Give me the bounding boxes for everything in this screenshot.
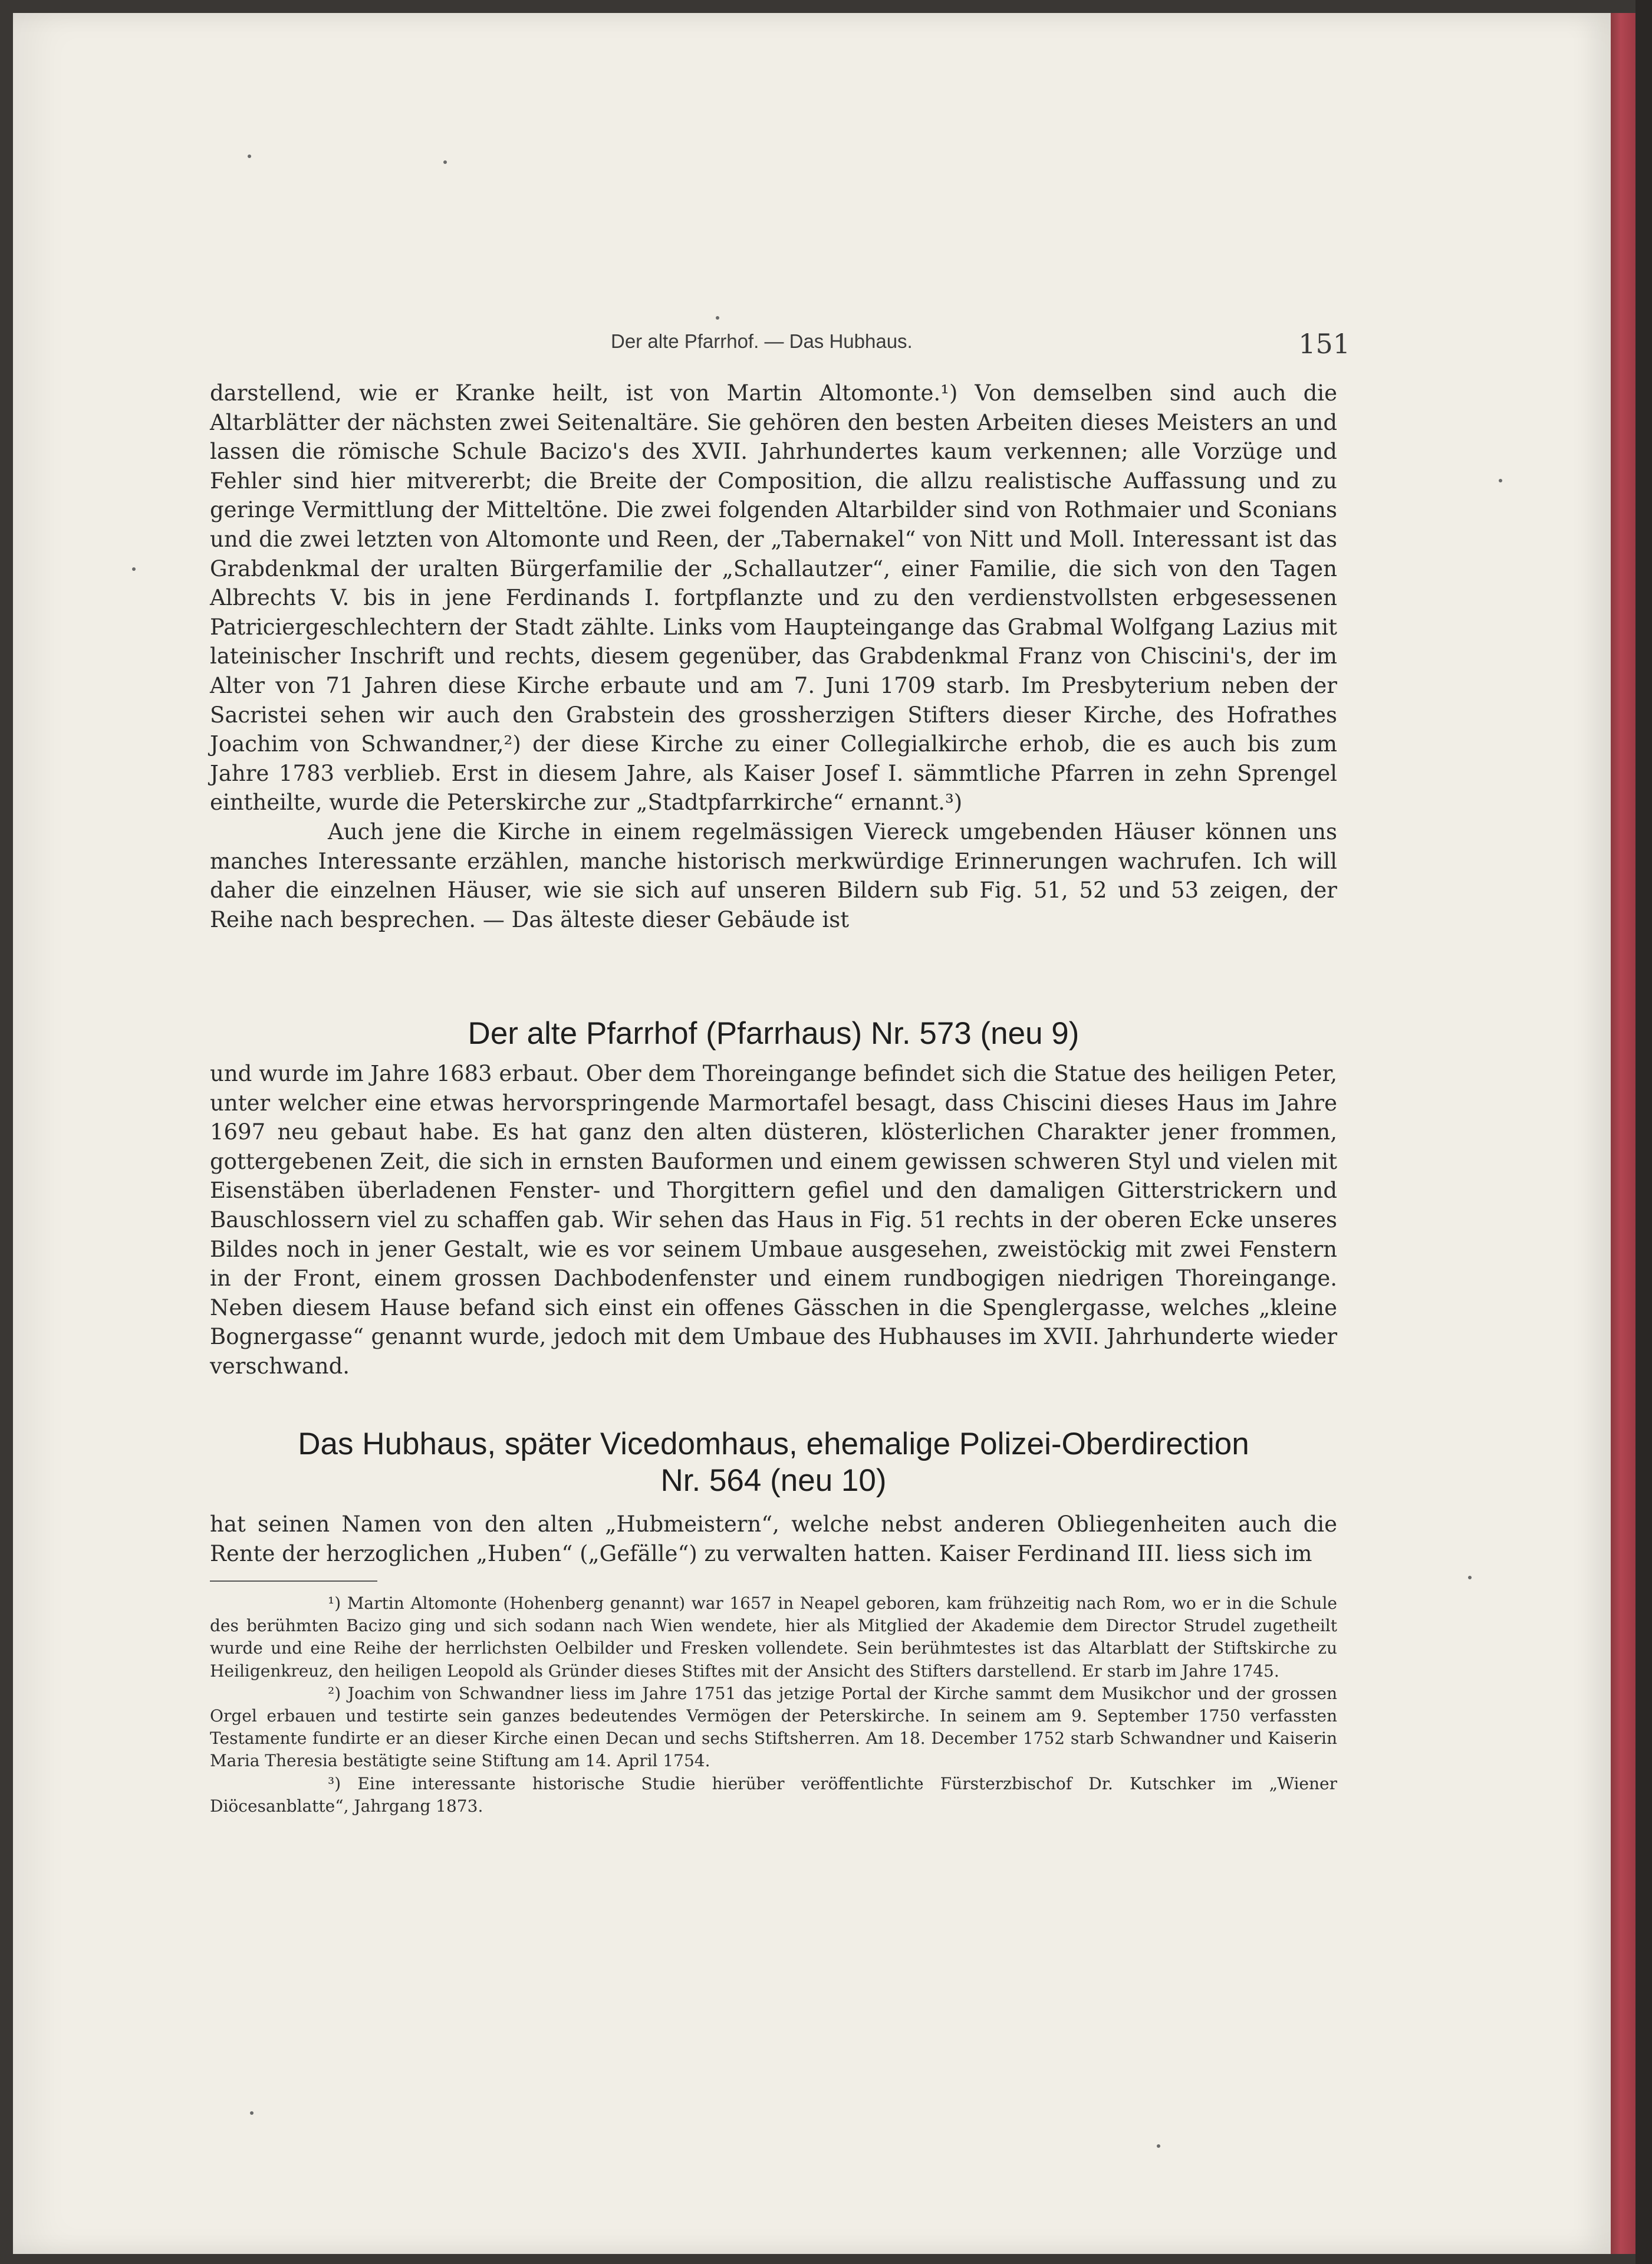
paper-speck <box>1468 1576 1472 1579</box>
footnote-1: ¹) Martin Altomonte (Hohenberg genannt) war 1657 in Neapel geboren, kam frühzeitig nach Rom, wo er in die Schule des berühmten Bacizo ging und sich sodann nach Wien wendete, hier als Mitglied der Akademie dem Director Strudel zugetheilt wurde und eine Reihe der herrlichsten Oelbilder und Fresken vollendete. Sein berühmtestes ist das Altarblatt der Stiftskirche zu Heiligenkreuz, den heiligen Leopold als Gründer dieses Stiftes mit der Ansicht des Stifters darstellend. Er starb im Jahre 1745. <box>210 1593 1337 1681</box>
paper-speck <box>248 155 251 158</box>
paper-speck <box>1499 479 1502 482</box>
body-section-3 <box>210 1510 1337 1568</box>
section-heading-pfarrhof: Der alte Pfarrhof (Pfarrhaus) Nr. 573 (neu 9) <box>468 1016 1080 1051</box>
section-heading-hubhaus <box>210 1426 1337 1499</box>
paper-speck <box>1157 2144 1160 2148</box>
paper-speck <box>250 2111 254 2115</box>
paragraph-3: und wurde im Jahre 1683 erbaut. Ober dem Thoreingange befindet sich die Statue des heiligen Peter, unter welcher eine etwas hervorspringende Marmortafel besagt, dass Chiscini dieses Haus im Jahre 1697 neu gebaut habe. Es hat ganz den alten düsteren, klösterlichen Charakter jener frommen, gottergebenen Zeit, die sich in ernsten Bauformen und einem gewissen schweren Styl und vielen mit Eisenstäben überladenen Fenster- und Thorgittern gefiel und den damaligen Gitterstrickern und Bauschlossern viel zu schaffen gab. Wir sehen das Haus in Fig. 51 rechts in der oberen Ecke unseres Bildes noch in jener Gestalt, wie es vor seinem Umbaue ausgesehen, zweistöckig mit zwei Fenstern in der Front, einem grossen Dachbodenfenster und einem rundbogigen niedrigen Thoreingange. Neben diesem Hause befand sich einst ein offenes Gässchen in die Spenglergasse, welches „kleine Bognergasse“ genannt wurde, jedoch mit dem Umbaue des Hubhauses im XVII. Jahrhunderte wieder verschwand. <box>210 1061 1337 1379</box>
page-number: 151 <box>1298 328 1350 360</box>
paper-speck <box>443 160 447 164</box>
footnote-3: ³) Eine interessante historische Studie hierüber veröffentlichte Fürsterzbischof Dr. Kutschker im „Wiener Diöcesanblatte“, Jahrgang 1873. <box>210 1773 1337 1816</box>
page-header <box>212 330 1350 372</box>
footnote-2: ²) Joachim von Schwandner liess im Jahre 1751 das jetzige Portal der Kirche sammt dem Musikchor und der grossen Orgel erbauen und testirte sein ganzes bedeutendes Vermögen der Peterskirche. In seinem am 9. September 1750 verfassten Testamente fundirte er an dieser Kirche einen Decan und sechs Stiftsherren. Am 18. December 1752 starb Schwandner und Kaiserin Maria Theresia bestätigte seine Stiftung am 14. April 1754. <box>210 1683 1337 1771</box>
paper-speck <box>132 567 136 571</box>
footnote-rule <box>210 1580 377 1582</box>
footnotes <box>210 1592 1337 1818</box>
paragraph-1: darstellend, wie er Kranke heilt, ist von Martin Altomonte.¹) Von demselben sind auch die Altarblätter der nächsten zwei Seitenaltäre. Sie gehören den besten Arbeiten dieses Meisters an und lassen die römische Schule Bacizo's des XVII. Jahrhundertes kaum verkennen; alle Vorzüge und Fehler sind hier mitvererbt; die Breite der Composition, die allzu realistische Auffassung und zu geringe Vermittlung der Mitteltöne. Die zwei folgenden Altarbilder sind von Rothmaier und Sconians und die zwei letzten von Altomonte und Reen, der „Tabernakel“ von Nitt und Moll. Interessant ist das Grabdenkmal der uralten Bürgerfamilie der „Schallautzer“, einer Familie, die sich von den Tagen Albrechts V. bis in jene Ferdinands I. fortpflanzte und zu den verdienstvollsten erbgesessenen Patriciergeschlechtern der Stadt zählte. Links vom Haupteingange das Grabmal Wolfgang Lazius mit lateinischer Inschrift und rechts, diesem gegenüber, das Grabdenkmal Franz von Chiscini's, der im Alter von 71 Jahren diese Kirche erbaute und am 7. Juni 1709 starb. Im Presbyterium neben der Sacristei sehen wir auch den Grabstein des grossherzigen Stifters dieser Kirche, des Hofrathes Joachim von Schwandner,²) der diese Kirche zu einer Collegialkirche erhob, die es auch bis zum Jahre 1783 verblieb. Erst in diesem Jahre, als Kaiser Josef I. sämmtliche Pfarren in zehn Sprengel eintheilte, wurde die Peterskirche zur „Stadtpfarrkirche“ ernannt.³) <box>210 380 1337 816</box>
body-section-2 <box>210 1059 1337 1381</box>
section-heading-hubhaus-line1: Das Hubhaus, später Vicedomhaus, ehemalige Polizei-Oberdirection <box>298 1427 1249 1461</box>
section-heading-hubhaus-line2: Nr. 564 (neu 10) <box>660 1463 887 1498</box>
running-head: Der alte Pfarrhof. — Das Hubhaus. <box>611 330 913 352</box>
paragraph-2: Auch jene die Kirche in einem regelmässigen Viereck umgebenden Häuser können uns manches Interessante erzählen, manche historisch merkwürdige Erinnerungen wachrufen. Ich will daher die einzelnen Häuser, wie sie sich auf unseren Bildern sub Fig. 51, 52 und 53 zeigen, der Reihe nach besprechen. — Das älteste dieser Gebäude ist <box>210 819 1337 932</box>
page-edge-red <box>1611 13 1635 2254</box>
paragraph-4: hat seinen Namen von den alten „Hubmeistern“, welche nebst anderen Obliegenheiten auch die Rente der herzoglichen „Huben“ („Gefälle“) zu verwalten hatten. Kaiser Ferdinand III. liess sich im <box>210 1511 1337 1566</box>
paper-speck <box>716 316 719 320</box>
scan-background-edge <box>1635 0 1652 2264</box>
body-section-1 <box>210 379 1337 934</box>
